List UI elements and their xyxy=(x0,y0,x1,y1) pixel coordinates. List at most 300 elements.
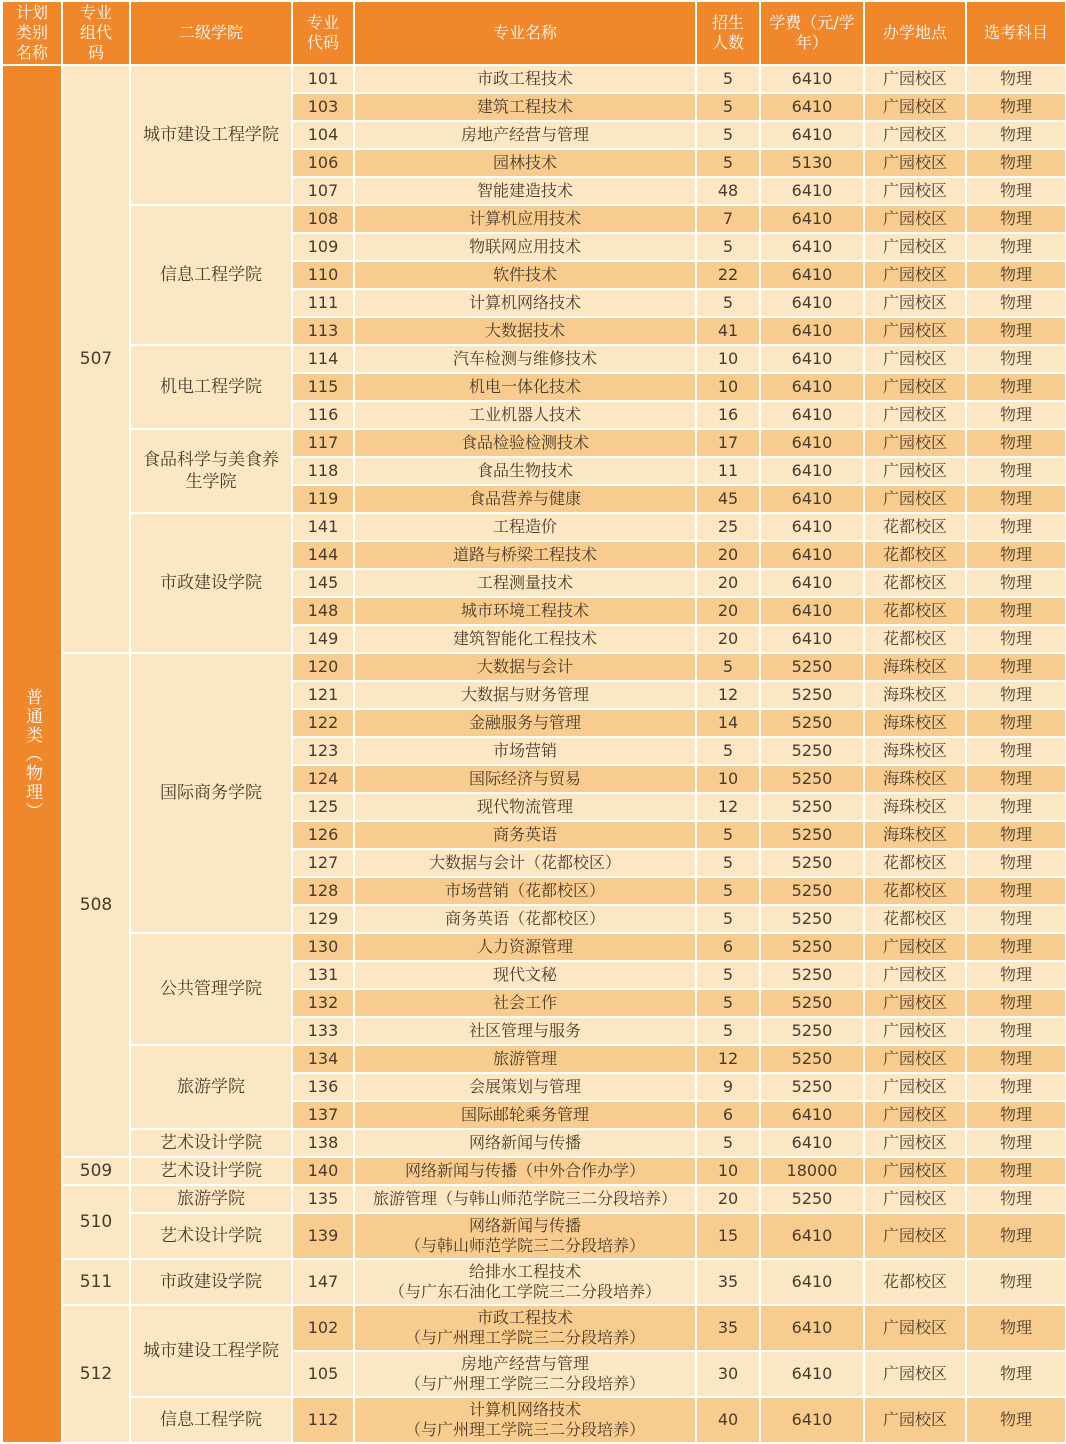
major-name-text: 商务英语（花都校区） xyxy=(444,909,605,928)
major-name-text: 房地产经营与管理 xyxy=(460,1354,589,1373)
major-code-cell: 124 xyxy=(292,765,354,793)
quota-cell: 30 xyxy=(696,1351,760,1397)
major-code-cell: 149 xyxy=(292,625,354,653)
major-name-note: （与广东石油化工学院三二分段培养） xyxy=(388,1282,661,1301)
major-code-cell: 129 xyxy=(292,905,354,933)
tuition-cell: 6410 xyxy=(760,457,864,485)
subject-cell: 物理 xyxy=(966,597,1066,625)
subject-cell: 物理 xyxy=(966,1073,1066,1101)
major-code-cell: 144 xyxy=(292,541,354,569)
major-code-cell: 120 xyxy=(292,653,354,681)
tuition-cell: 6410 xyxy=(760,1101,864,1129)
subject-cell: 物理 xyxy=(966,233,1066,261)
college-cell: 市政建设学院 xyxy=(130,513,292,653)
major-name-text: 网络新闻与传播（中外合作办学） xyxy=(404,1161,645,1180)
major-code-cell: 122 xyxy=(292,709,354,737)
quota-cell: 5 xyxy=(696,65,760,93)
campus-cell: 花都校区 xyxy=(864,1259,966,1305)
subject-cell: 物理 xyxy=(966,849,1066,877)
major-name-text: 计算机网络技术 xyxy=(468,293,581,312)
header-subject: 选考科目 xyxy=(966,1,1066,65)
subject-cell: 物理 xyxy=(966,653,1066,681)
campus-cell: 广园校区 xyxy=(864,1073,966,1101)
major-name-text: 旅游管理（与韩山师范学院三二分段培养） xyxy=(372,1189,677,1208)
major-name-text: 工程测量技术 xyxy=(476,573,573,592)
tuition-cell: 5130 xyxy=(760,149,864,177)
major-code-cell: 137 xyxy=(292,1101,354,1129)
subject-cell: 物理 xyxy=(966,1305,1066,1351)
quota-cell: 20 xyxy=(696,1185,760,1213)
major-code-cell: 102 xyxy=(292,1305,354,1351)
major-name-text: 工程造价 xyxy=(492,517,557,536)
table-row xyxy=(2,1185,1066,1213)
college-cell: 旅游学院 xyxy=(130,1185,292,1213)
subject-cell: 物理 xyxy=(966,373,1066,401)
major-code-cell: 135 xyxy=(292,1185,354,1213)
campus-cell: 广园校区 xyxy=(864,373,966,401)
major-code-cell: 141 xyxy=(292,513,354,541)
major-name-cell xyxy=(354,93,696,121)
subject-cell: 物理 xyxy=(966,65,1066,93)
tuition-cell: 6410 xyxy=(760,1259,864,1305)
subject-cell: 物理 xyxy=(966,1213,1066,1259)
major-name-cell xyxy=(354,121,696,149)
tuition-cell: 6410 xyxy=(760,289,864,317)
campus-cell: 海珠校区 xyxy=(864,821,966,849)
college-cell: 艺术设计学院 xyxy=(130,1129,292,1157)
college-cell: 艺术设计学院 xyxy=(130,1213,292,1259)
major-code-cell: 114 xyxy=(292,345,354,373)
major-name-cell xyxy=(354,1073,696,1101)
tuition-cell: 5250 xyxy=(760,1185,864,1213)
major-code-cell: 118 xyxy=(292,457,354,485)
subject-cell: 物理 xyxy=(966,569,1066,597)
tuition-cell: 5250 xyxy=(760,1045,864,1073)
campus-cell: 广园校区 xyxy=(864,289,966,317)
subject-cell: 物理 xyxy=(966,261,1066,289)
subject-cell: 物理 xyxy=(966,1397,1066,1443)
major-name-text: 金融服务与管理 xyxy=(468,713,581,732)
quota-cell: 5 xyxy=(696,93,760,121)
tuition-cell: 5250 xyxy=(760,765,864,793)
major-name-note: （与广州理工学院三二分段培养） xyxy=(404,1374,645,1393)
major-name-cell xyxy=(354,345,696,373)
quota-cell: 20 xyxy=(696,625,760,653)
major-code-cell: 105 xyxy=(292,1351,354,1397)
tuition-cell: 6410 xyxy=(760,1305,864,1351)
major-name-text: 城市环境工程技术 xyxy=(460,601,589,620)
quota-cell: 7 xyxy=(696,205,760,233)
major-name-text: 智能建造技术 xyxy=(476,181,573,200)
major-name-text: 国际经济与贸易 xyxy=(468,769,581,788)
campus-cell: 广园校区 xyxy=(864,149,966,177)
campus-cell: 广园校区 xyxy=(864,485,966,513)
tuition-cell: 6410 xyxy=(760,569,864,597)
campus-cell: 广园校区 xyxy=(864,1157,966,1185)
major-code-cell: 103 xyxy=(292,93,354,121)
subject-cell: 物理 xyxy=(966,961,1066,989)
college-cell: 艺术设计学院 xyxy=(130,1157,292,1185)
table-row xyxy=(2,933,1066,961)
major-name-text: 建筑工程技术 xyxy=(476,97,573,116)
table-row xyxy=(2,205,1066,233)
campus-cell: 广园校区 xyxy=(864,121,966,149)
tuition-cell: 6410 xyxy=(760,1129,864,1157)
major-name-text: 市场营销 xyxy=(492,741,557,760)
major-name-cell xyxy=(354,737,696,765)
quota-cell: 17 xyxy=(696,429,760,457)
campus-cell: 花都校区 xyxy=(864,513,966,541)
table-header-row xyxy=(2,1,1066,65)
major-code-cell: 138 xyxy=(292,1129,354,1157)
major-name-text: 道路与桥梁工程技术 xyxy=(452,545,597,564)
major-name-cell xyxy=(354,709,696,737)
major-name-text: 汽车检测与维修技术 xyxy=(452,349,597,368)
campus-cell: 花都校区 xyxy=(864,597,966,625)
tuition-cell: 6410 xyxy=(760,177,864,205)
major-code-cell: 145 xyxy=(292,569,354,597)
table-row xyxy=(2,1129,1066,1157)
subject-cell: 物理 xyxy=(966,485,1066,513)
table-row xyxy=(2,653,1066,681)
tuition-cell: 6410 xyxy=(760,597,864,625)
subject-cell: 物理 xyxy=(966,989,1066,1017)
campus-cell: 广园校区 xyxy=(864,989,966,1017)
quota-cell: 5 xyxy=(696,989,760,1017)
campus-cell: 花都校区 xyxy=(864,849,966,877)
campus-cell: 广园校区 xyxy=(864,233,966,261)
subject-cell: 物理 xyxy=(966,121,1066,149)
major-name-text: 食品营养与健康 xyxy=(468,489,581,508)
major-name-cell xyxy=(354,821,696,849)
table-row xyxy=(2,1259,1066,1305)
major-code-cell: 139 xyxy=(292,1213,354,1259)
subject-cell: 物理 xyxy=(966,821,1066,849)
campus-cell: 广园校区 xyxy=(864,1045,966,1073)
tuition-cell: 5250 xyxy=(760,1017,864,1045)
subject-cell: 物理 xyxy=(966,1045,1066,1073)
tuition-cell: 5250 xyxy=(760,905,864,933)
college-cell: 机电工程学院 xyxy=(130,345,292,429)
header-major-name: 专业名称 xyxy=(354,1,696,65)
subject-cell: 物理 xyxy=(966,513,1066,541)
major-name-text: 会展策划与管理 xyxy=(468,1077,581,1096)
tuition-cell: 6410 xyxy=(760,429,864,457)
campus-cell: 花都校区 xyxy=(864,625,966,653)
campus-cell: 广园校区 xyxy=(864,1017,966,1045)
tuition-cell: 5250 xyxy=(760,989,864,1017)
quota-cell: 5 xyxy=(696,289,760,317)
quota-cell: 5 xyxy=(696,905,760,933)
quota-cell: 40 xyxy=(696,1397,760,1443)
major-name-text: 计算机应用技术 xyxy=(468,209,581,228)
header-tuition: 学费（元/学年） xyxy=(760,1,864,65)
campus-cell: 海珠校区 xyxy=(864,653,966,681)
table-row xyxy=(2,65,1066,93)
quota-cell: 10 xyxy=(696,765,760,793)
category-cell: 普通类（物理） xyxy=(2,65,62,1443)
subject-cell: 物理 xyxy=(966,681,1066,709)
tuition-cell: 5250 xyxy=(760,933,864,961)
quota-cell: 22 xyxy=(696,261,760,289)
group-code-cell: 511 xyxy=(62,1259,130,1305)
quota-cell: 5 xyxy=(696,877,760,905)
tuition-cell: 5250 xyxy=(760,1073,864,1101)
group-code-cell: 507 xyxy=(62,65,130,653)
tuition-cell: 5250 xyxy=(760,681,864,709)
tuition-cell: 5250 xyxy=(760,877,864,905)
major-code-cell: 119 xyxy=(292,485,354,513)
group-code-cell: 508 xyxy=(62,653,130,1157)
major-name-cell xyxy=(354,373,696,401)
major-code-cell: 125 xyxy=(292,793,354,821)
tuition-cell: 6410 xyxy=(760,373,864,401)
major-name-cell xyxy=(354,877,696,905)
tuition-cell: 6410 xyxy=(760,513,864,541)
campus-cell: 广园校区 xyxy=(864,933,966,961)
major-name-cell xyxy=(354,1185,696,1213)
header-major-code: 专业代码 xyxy=(292,1,354,65)
header-group-code: 专业组代码 xyxy=(62,1,130,65)
major-name-cell xyxy=(354,597,696,625)
tuition-cell: 6410 xyxy=(760,65,864,93)
major-name-cell xyxy=(354,793,696,821)
tuition-cell: 5250 xyxy=(760,793,864,821)
campus-cell: 广园校区 xyxy=(864,961,966,989)
quota-cell: 12 xyxy=(696,793,760,821)
major-name-text: 社会工作 xyxy=(492,993,557,1012)
major-name-text: 机电一体化技术 xyxy=(468,377,581,396)
campus-cell: 广园校区 xyxy=(864,1129,966,1157)
campus-cell: 花都校区 xyxy=(864,877,966,905)
campus-cell: 广园校区 xyxy=(864,65,966,93)
campus-cell: 海珠校区 xyxy=(864,793,966,821)
major-name-text: 食品生物技术 xyxy=(476,461,573,480)
campus-cell: 广园校区 xyxy=(864,317,966,345)
quota-cell: 5 xyxy=(696,849,760,877)
major-code-cell: 148 xyxy=(292,597,354,625)
major-name-cell xyxy=(354,261,696,289)
major-name-cell xyxy=(354,429,696,457)
tuition-cell: 5250 xyxy=(760,737,864,765)
subject-cell: 物理 xyxy=(966,93,1066,121)
tuition-cell: 6410 xyxy=(760,1397,864,1443)
major-name-text: 国际邮轮乘务管理 xyxy=(460,1105,589,1124)
quota-cell: 20 xyxy=(696,541,760,569)
major-name-cell xyxy=(354,401,696,429)
campus-cell: 广园校区 xyxy=(864,177,966,205)
tuition-cell: 6410 xyxy=(760,485,864,513)
major-code-cell: 111 xyxy=(292,289,354,317)
major-name-cell xyxy=(354,513,696,541)
campus-cell: 广园校区 xyxy=(864,1397,966,1443)
campus-cell: 海珠校区 xyxy=(864,709,966,737)
table-row xyxy=(2,429,1066,457)
major-code-cell: 109 xyxy=(292,233,354,261)
quota-cell: 5 xyxy=(696,233,760,261)
major-name-text: 工业机器人技术 xyxy=(468,405,581,424)
college-cell: 信息工程学院 xyxy=(130,1397,292,1443)
major-code-cell: 127 xyxy=(292,849,354,877)
major-name-cell xyxy=(354,541,696,569)
campus-cell: 花都校区 xyxy=(864,905,966,933)
major-name-cell xyxy=(354,149,696,177)
quota-cell: 45 xyxy=(696,485,760,513)
major-code-cell: 136 xyxy=(292,1073,354,1101)
major-name-cell xyxy=(354,933,696,961)
tuition-cell: 6410 xyxy=(760,317,864,345)
tuition-cell: 6410 xyxy=(760,1351,864,1397)
subject-cell: 物理 xyxy=(966,317,1066,345)
major-code-cell: 121 xyxy=(292,681,354,709)
major-name-text: 食品检验检测技术 xyxy=(460,433,589,452)
quota-cell: 5 xyxy=(696,149,760,177)
major-name-cell xyxy=(354,961,696,989)
header-campus: 办学地点 xyxy=(864,1,966,65)
college-cell: 城市建设工程学院 xyxy=(130,1305,292,1397)
tuition-cell: 6410 xyxy=(760,121,864,149)
header-category: 计划类别名称 xyxy=(2,1,62,65)
major-name-note: （与广州理工学院三二分段培养） xyxy=(404,1420,645,1439)
subject-cell: 物理 xyxy=(966,877,1066,905)
quota-cell: 14 xyxy=(696,709,760,737)
subject-cell: 物理 xyxy=(966,1185,1066,1213)
major-code-cell: 132 xyxy=(292,989,354,1017)
header-quota: 招生人数 xyxy=(696,1,760,65)
quota-cell: 5 xyxy=(696,1017,760,1045)
tuition-cell: 6410 xyxy=(760,541,864,569)
subject-cell: 物理 xyxy=(966,1259,1066,1305)
quota-cell: 5 xyxy=(696,961,760,989)
tuition-cell: 6410 xyxy=(760,205,864,233)
college-cell: 信息工程学院 xyxy=(130,205,292,345)
quota-cell: 9 xyxy=(696,1073,760,1101)
major-name-text: 旅游管理 xyxy=(492,1049,557,1068)
subject-cell: 物理 xyxy=(966,345,1066,373)
major-name-cell xyxy=(354,1017,696,1045)
major-name-text: 园林技术 xyxy=(492,153,557,172)
major-code-cell: 108 xyxy=(292,205,354,233)
quota-cell: 6 xyxy=(696,1101,760,1129)
quota-cell: 41 xyxy=(696,317,760,345)
subject-cell: 物理 xyxy=(966,905,1066,933)
major-code-cell: 130 xyxy=(292,933,354,961)
major-name-cell xyxy=(354,1101,696,1129)
tuition-cell: 6410 xyxy=(760,625,864,653)
major-code-cell: 112 xyxy=(292,1397,354,1443)
table-row xyxy=(2,345,1066,373)
major-code-cell: 123 xyxy=(292,737,354,765)
major-name-text: 大数据技术 xyxy=(484,321,565,340)
table-row xyxy=(2,1213,1066,1259)
quota-cell: 35 xyxy=(696,1305,760,1351)
table-row xyxy=(2,1397,1066,1443)
subject-cell: 物理 xyxy=(966,1129,1066,1157)
subject-cell: 物理 xyxy=(966,737,1066,765)
major-name-cell xyxy=(354,905,696,933)
subject-cell: 物理 xyxy=(966,457,1066,485)
quota-cell: 16 xyxy=(696,401,760,429)
major-code-cell: 110 xyxy=(292,261,354,289)
major-name-cell xyxy=(354,625,696,653)
subject-cell: 物理 xyxy=(966,289,1066,317)
major-name-text: 商务英语 xyxy=(492,825,557,844)
major-name-cell xyxy=(354,485,696,513)
major-code-cell: 116 xyxy=(292,401,354,429)
campus-cell: 广园校区 xyxy=(864,1213,966,1259)
subject-cell: 物理 xyxy=(966,793,1066,821)
major-name-cell xyxy=(354,289,696,317)
subject-cell: 物理 xyxy=(966,149,1066,177)
major-name-cell xyxy=(354,1213,696,1259)
major-name-cell xyxy=(354,1129,696,1157)
major-name-cell xyxy=(354,681,696,709)
subject-cell: 物理 xyxy=(966,177,1066,205)
major-code-cell: 117 xyxy=(292,429,354,457)
major-name-note: （与广州理工学院三二分段培养） xyxy=(404,1328,645,1347)
table-row xyxy=(2,1305,1066,1351)
quota-cell: 6 xyxy=(696,933,760,961)
subject-cell: 物理 xyxy=(966,1351,1066,1397)
campus-cell: 广园校区 xyxy=(864,429,966,457)
tuition-cell: 6410 xyxy=(760,261,864,289)
major-name-cell xyxy=(354,989,696,1017)
quota-cell: 5 xyxy=(696,737,760,765)
major-code-cell: 131 xyxy=(292,961,354,989)
major-name-text: 市场营销（花都校区） xyxy=(444,881,605,900)
subject-cell: 物理 xyxy=(966,625,1066,653)
tuition-cell: 18000 xyxy=(760,1157,864,1185)
campus-cell: 广园校区 xyxy=(864,1101,966,1129)
quota-cell: 10 xyxy=(696,1157,760,1185)
table-row xyxy=(2,1157,1066,1185)
quota-cell: 5 xyxy=(696,653,760,681)
college-cell: 旅游学院 xyxy=(130,1045,292,1129)
major-name-cell xyxy=(354,849,696,877)
campus-cell: 广园校区 xyxy=(864,1351,966,1397)
major-name-cell xyxy=(354,1351,696,1397)
college-cell: 市政建设学院 xyxy=(130,1259,292,1305)
tuition-cell: 6410 xyxy=(760,401,864,429)
quota-cell: 5 xyxy=(696,121,760,149)
major-code-cell: 133 xyxy=(292,1017,354,1045)
major-name-text: 现代文秘 xyxy=(492,965,557,984)
major-name-text: 软件技术 xyxy=(492,265,557,284)
major-name-note: （与韩山师范学院三二分段培养） xyxy=(404,1236,645,1255)
major-code-cell: 101 xyxy=(292,65,354,93)
table-row xyxy=(2,513,1066,541)
campus-cell: 广园校区 xyxy=(864,1185,966,1213)
campus-cell: 广园校区 xyxy=(864,261,966,289)
major-name-cell xyxy=(354,1259,696,1305)
subject-cell: 物理 xyxy=(966,205,1066,233)
major-name-text: 网络新闻与传播 xyxy=(468,1216,581,1235)
major-name-text: 建筑智能化工程技术 xyxy=(452,629,597,648)
quota-cell: 10 xyxy=(696,345,760,373)
subject-cell: 物理 xyxy=(966,1101,1066,1129)
major-name-text: 计算机网络技术 xyxy=(468,1400,581,1419)
major-name-text: 社区管理与服务 xyxy=(468,1021,581,1040)
campus-cell: 广园校区 xyxy=(864,401,966,429)
campus-cell: 花都校区 xyxy=(864,569,966,597)
major-code-cell: 115 xyxy=(292,373,354,401)
campus-cell: 广园校区 xyxy=(864,93,966,121)
major-name-text: 物联网应用技术 xyxy=(468,237,581,256)
campus-cell: 广园校区 xyxy=(864,205,966,233)
campus-cell: 海珠校区 xyxy=(864,681,966,709)
group-code-cell: 509 xyxy=(62,1157,130,1185)
tuition-cell: 5250 xyxy=(760,821,864,849)
